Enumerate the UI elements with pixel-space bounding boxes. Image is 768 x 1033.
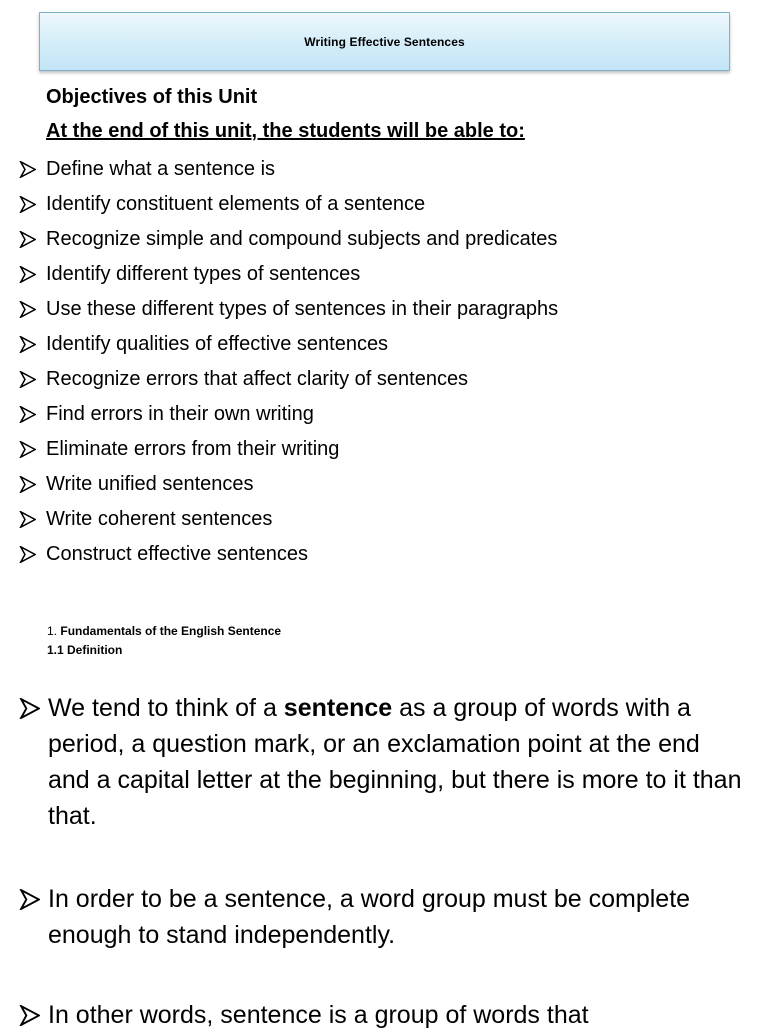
objective-text: Recognize simple and compound subjects and predicates <box>46 228 558 250</box>
objective-text: Find errors in their own writing <box>46 403 314 425</box>
arrow-bullet-icon <box>19 441 36 458</box>
arrow-bullet-icon <box>19 406 36 423</box>
arrow-bullet-icon <box>19 301 36 318</box>
paragraph-text-start: We tend to think of a <box>48 694 284 722</box>
arrow-bullet-icon <box>19 476 36 493</box>
objective-text: Write unified sentences <box>46 473 254 495</box>
objective-text: Identify qualities of effective sentences <box>46 333 389 355</box>
document-title: Writing Effective Sentences <box>304 34 465 49</box>
arrow-bullet-icon <box>19 889 40 910</box>
objective-text: Construct effective sentences <box>46 543 308 565</box>
arrow-bullet-icon <box>19 371 36 388</box>
objectives-intro: At the end of this unit, the students will be able to: <box>46 120 525 142</box>
arrow-bullet-icon <box>19 546 36 563</box>
objective-text: Identify constituent elements of a sentence <box>46 193 426 215</box>
paragraph-text: In other words, sentence is a group of words that <box>48 1001 589 1029</box>
paragraph-complete-enough <box>0 881 768 953</box>
objective-text: Eliminate errors from their writing <box>46 438 340 460</box>
arrow-bullet-icon <box>19 231 36 248</box>
objectives-heading: Objectives of this Unit <box>46 86 258 108</box>
paragraph-text: In order to be a sentence, a word group must be complete enough to stand independently. <box>48 885 691 949</box>
objective-text: Recognize errors that affect clarity of sentences <box>46 368 469 390</box>
arrow-bullet-icon <box>19 1005 40 1026</box>
section-title: Fundamentals of the English Sentence <box>60 624 282 638</box>
bold-term-sentence: sentence <box>283 694 393 722</box>
objective-text: Identify different types of sentences <box>46 263 361 285</box>
arrow-bullet-icon <box>19 336 36 353</box>
paragraph-sentence-definition <box>0 690 768 834</box>
objective-text: Write coherent sentences <box>46 508 273 530</box>
section-heading <box>47 624 281 638</box>
arrow-bullet-icon <box>19 266 36 283</box>
section-number: 1. <box>47 624 58 638</box>
arrow-bullet-icon <box>19 161 36 178</box>
objective-text: Define what a sentence is <box>46 158 276 180</box>
paragraph-in-other-words <box>0 997 768 1033</box>
arrow-bullet-icon <box>19 511 36 528</box>
subsection-heading: 1.1 Definition <box>47 643 123 657</box>
arrow-bullet-icon <box>19 196 36 213</box>
objective-text: Use these different types of sentences in their paragraphs <box>46 298 559 320</box>
arrow-bullet-icon <box>19 698 40 719</box>
title-banner <box>39 12 730 71</box>
paragraph-text-end: as a group of words with a period, a question mark, or an exclamation point at the end and a capital letter at the beginning, but there is more to it than that. <box>48 694 742 830</box>
